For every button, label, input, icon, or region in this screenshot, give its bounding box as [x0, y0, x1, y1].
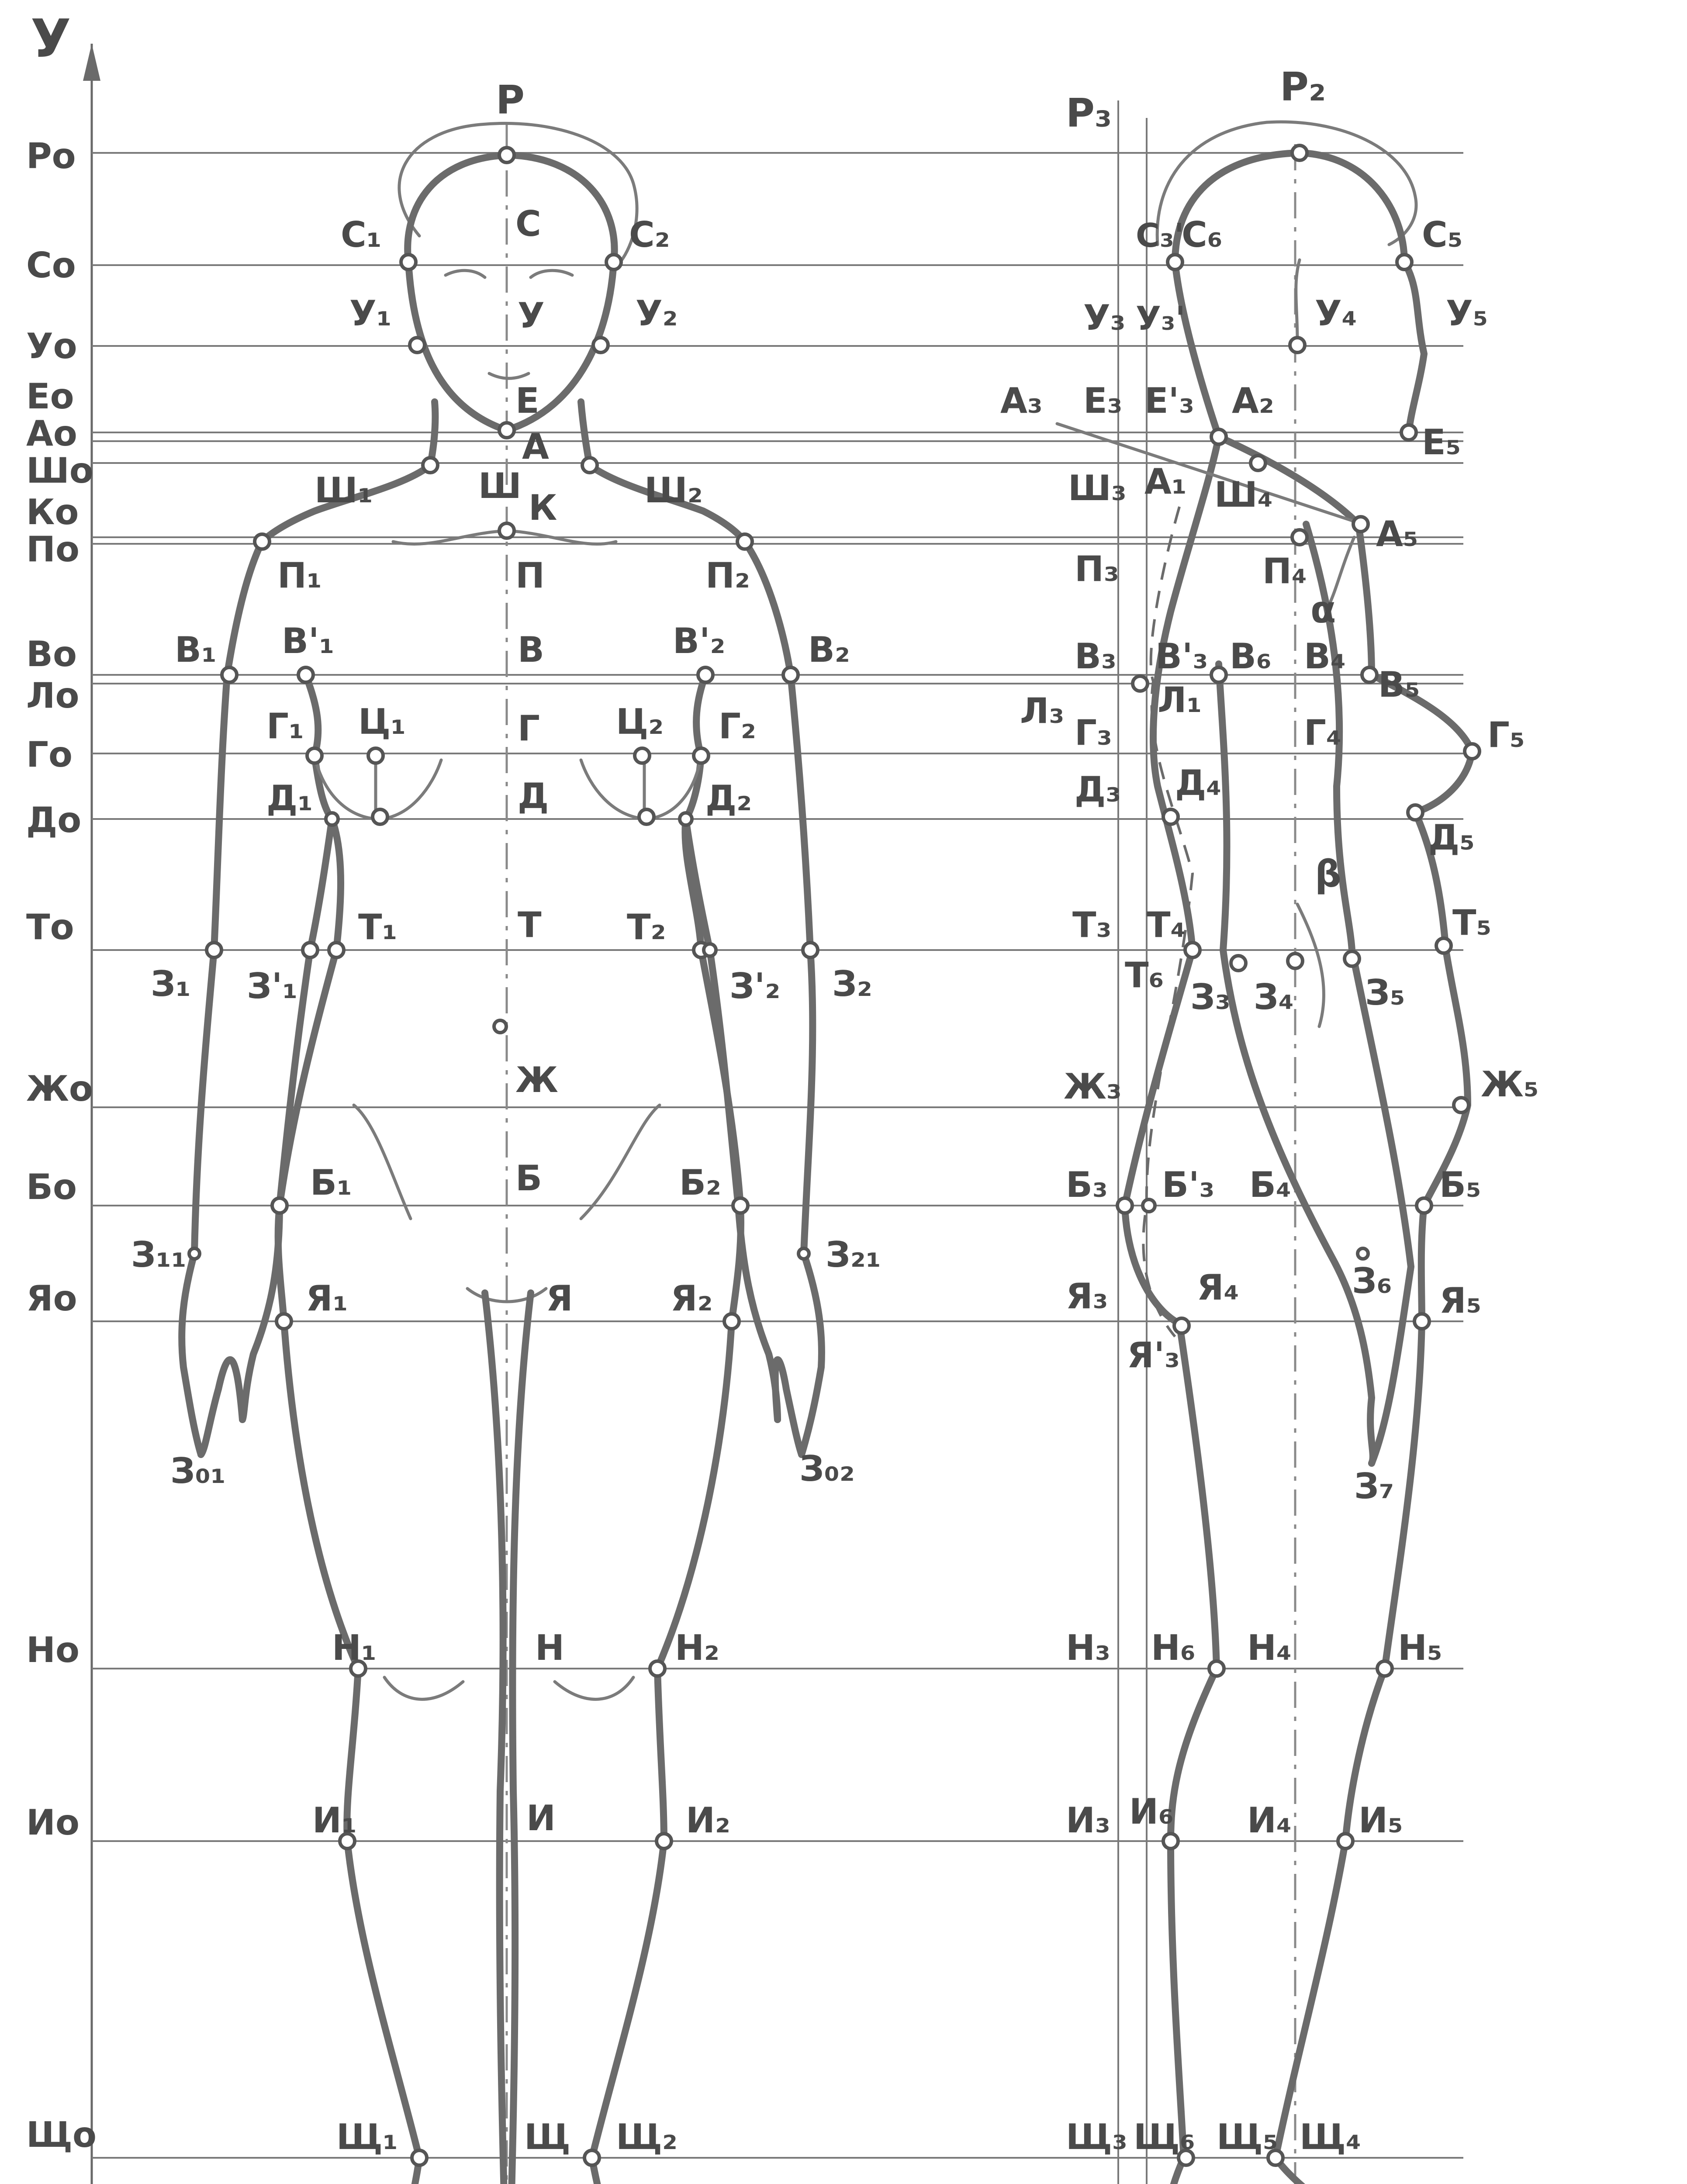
front-left-eye [446, 270, 485, 277]
front-label: Ш₁ [315, 470, 373, 511]
front-label: В'₁ [282, 621, 335, 661]
level-label: Го [26, 734, 73, 775]
side-label: Е₅ [1422, 422, 1461, 463]
front-label: Д₁ [266, 778, 313, 819]
side-label: Д₅ [1428, 817, 1475, 858]
side-label: Щ₃ [1066, 2117, 1128, 2157]
front-point-b2 [733, 1198, 748, 1213]
front-label: Я₁ [306, 1278, 348, 1319]
side-label: А₁ [1144, 461, 1187, 502]
side-label: Щ₆ [1134, 2117, 1196, 2157]
front-point-sh1 [423, 458, 438, 473]
level-label: Во [26, 634, 77, 674]
level-label: Що [26, 2115, 97, 2155]
front-label: Н₁ [332, 1628, 377, 1668]
front-point-n2 [650, 1661, 665, 1676]
front-label: С₁ [341, 214, 382, 255]
level-label: Со [26, 245, 76, 286]
front-point-sch2 [584, 2150, 599, 2165]
side-point-d5 [1408, 805, 1423, 820]
front-label: Я [546, 1278, 573, 1319]
side-label: П₃ [1075, 549, 1119, 589]
front-label: И [526, 1798, 556, 1838]
front-label: Щ [524, 2117, 571, 2157]
front-point-sh2 [582, 458, 597, 473]
front-left-leg-inner [485, 1293, 507, 2184]
front-point-c2 [606, 255, 621, 270]
front-label: Я₂ [671, 1278, 713, 1319]
front-point-c1 [401, 255, 416, 270]
front-label: З₁₁ [131, 1234, 187, 1275]
side-label: У₃ [1083, 297, 1126, 338]
front-label: Т [518, 905, 542, 945]
level-label: Ко [26, 492, 79, 532]
level-label: По [26, 529, 80, 570]
front-point-z2 [803, 943, 818, 957]
front-point-t1 [329, 943, 344, 957]
front-left-torso [278, 819, 341, 1321]
front-point-r [499, 148, 514, 162]
front-point-ya1 [277, 1314, 291, 1329]
front-label: З'₂ [729, 966, 781, 1006]
side-point-u4 [1290, 338, 1305, 352]
side-label: В'₃ [1155, 636, 1208, 677]
side-label: Т₄ [1147, 905, 1186, 945]
front-right-knee [555, 1677, 633, 1699]
side-point-e5 [1401, 425, 1416, 440]
side-point-c5 [1397, 255, 1412, 270]
side-label: Б₅ [1439, 1165, 1482, 1205]
side-label: У₅ [1446, 293, 1488, 334]
front-left-hip-mark [354, 1105, 411, 1219]
side-label: З₇ [1354, 1466, 1394, 1507]
side-point-p4 [1292, 530, 1307, 545]
front-label: Е [515, 380, 539, 421]
front-point-z21 [799, 1248, 809, 1259]
front-point-zh [494, 1020, 506, 1033]
y-axis-arrow-icon [83, 44, 100, 81]
side-point-v5 [1362, 667, 1377, 682]
side-point-z3 [1231, 956, 1246, 971]
front-label: В₂ [808, 629, 850, 670]
side-label: Ж₅ [1481, 1064, 1539, 1105]
front-label: В'₂ [673, 621, 726, 661]
front-right-eye [531, 270, 572, 277]
front-label: У₁ [349, 293, 392, 334]
front-left-knee [384, 1677, 463, 1699]
front-point-z2p [704, 944, 716, 956]
front-point-b1 [272, 1198, 287, 1213]
front-label: У [518, 295, 545, 336]
front-label: Р [496, 77, 525, 123]
front-point-g2 [694, 748, 709, 763]
front-label: Ц₁ [358, 702, 406, 742]
level-label: Ло [26, 675, 80, 716]
side-front-outline [1219, 437, 1472, 2184]
level-label: Яо [26, 1278, 77, 1319]
front-left-hand [201, 1360, 242, 1455]
side-point-t5 [1436, 938, 1451, 953]
side-label: И₄ [1247, 1800, 1292, 1841]
front-label: Н₂ [675, 1628, 719, 1668]
front-label: Б [515, 1158, 542, 1199]
front-label: П [515, 555, 545, 596]
front-point-v1p [298, 667, 313, 682]
front-point-p2 [737, 534, 752, 549]
side-label: У₃' [1136, 299, 1186, 338]
front-point-z1 [207, 943, 221, 957]
front-point-u2 [593, 338, 608, 352]
side-point-a2 [1211, 429, 1226, 444]
level-label: Бо [26, 1167, 77, 1207]
front-label: З₀₁ [170, 1451, 226, 1491]
side-point-z5 [1345, 951, 1359, 966]
side-label: Н₃ [1066, 1628, 1110, 1668]
y-axis-label: У [31, 9, 71, 69]
side-label: Т₆ [1125, 955, 1164, 995]
level-label: То [26, 907, 74, 947]
front-right-hip-mark [581, 1105, 660, 1219]
front-left-leg-outer [284, 1321, 419, 2184]
side-point-b3 [1117, 1198, 1132, 1213]
side-point-g5 [1465, 744, 1480, 759]
front-label: Щ₁ [336, 2117, 398, 2157]
side-label: Н₆ [1151, 1628, 1196, 1668]
front-label: П₂ [705, 555, 750, 596]
front-label: Ш₂ [644, 470, 703, 511]
side-label: А₃ [1000, 380, 1043, 421]
side-label: Е'₃ [1144, 380, 1195, 421]
side-label: А₂ [1232, 380, 1274, 421]
side-head-outline [1175, 153, 1424, 432]
side-label: Д₃ [1075, 769, 1121, 810]
side-label: Ш₃ [1068, 468, 1127, 508]
front-point-v2p [698, 667, 713, 682]
front-label: П₁ [277, 555, 322, 596]
side-label: З₆ [1352, 1261, 1392, 1301]
side-label: Н₅ [1398, 1628, 1442, 1668]
side-label: Р₃ [1066, 90, 1112, 136]
front-right-leg-outer [592, 1321, 732, 2184]
front-label: З₂ [832, 964, 872, 1004]
level-label: Ео [26, 376, 74, 417]
side-label: С₆ [1182, 214, 1223, 255]
front-point-a [499, 423, 514, 438]
level-label: Но [26, 1630, 80, 1670]
front-label: Г₁ [266, 706, 304, 746]
side-point-z6 [1358, 1248, 1368, 1259]
front-head-outline [408, 155, 614, 430]
front-label: И₂ [686, 1800, 730, 1841]
front-label: Т₂ [627, 907, 666, 947]
front-label: З₂₁ [826, 1234, 881, 1275]
front-label: Б₁ [310, 1162, 353, 1203]
level-labels [26, 136, 97, 2184]
side-point-n6 [1209, 1661, 1224, 1676]
side-label: Б'₃ [1162, 1165, 1215, 1205]
side-label: И₃ [1066, 1800, 1110, 1841]
side-point-ya5 [1414, 1314, 1429, 1329]
side-label: Л₁ [1158, 680, 1202, 720]
front-label: Д₂ [705, 778, 752, 819]
side-point-z4 [1288, 954, 1303, 968]
side-label: В₅ [1378, 664, 1421, 705]
front-label: Ш [478, 466, 522, 506]
side-label: В₃ [1075, 636, 1117, 677]
side-point-d4 [1163, 809, 1178, 824]
front-point-d1 [326, 813, 338, 825]
side-label: Я'₃ [1127, 1335, 1180, 1375]
front-point-k [499, 523, 514, 538]
front-point-u1 [410, 338, 425, 352]
side-point-i5 [1338, 1834, 1353, 1849]
side-label: А₅ [1376, 514, 1418, 554]
side-label: Г₅ [1487, 715, 1525, 755]
side-label: Г₄ [1304, 712, 1342, 753]
front-point-i2 [657, 1834, 671, 1849]
side-point-i6 [1163, 1834, 1178, 1849]
front-point-d2 [680, 813, 692, 825]
level-label: Ио [26, 1802, 80, 1843]
front-point-ya2 [724, 1314, 739, 1329]
side-point-zh5 [1454, 1098, 1469, 1113]
front-label: Д [518, 776, 549, 816]
level-label: Ао [26, 413, 77, 454]
side-label: Е₃ [1083, 380, 1123, 421]
axes [31, 9, 1673, 2184]
front-label: Ц₂ [616, 702, 664, 742]
front-point-sch1 [412, 2150, 427, 2165]
side-point-ya4 [1174, 1318, 1189, 1333]
side-point-sh4 [1251, 456, 1265, 470]
front-point-d2b [639, 809, 654, 824]
side-point-a5 [1353, 517, 1368, 532]
front-label: Г₂ [719, 706, 757, 746]
side-label: З₅ [1365, 972, 1405, 1013]
level-label: Уо [26, 326, 77, 366]
level-label: До [26, 800, 82, 840]
front-point-ts1 [368, 748, 383, 763]
side-label: Р₂ [1280, 64, 1326, 110]
level-label: Ро [26, 136, 76, 176]
front-point-z1p [303, 943, 318, 957]
front-label: В₁ [175, 629, 217, 670]
front-point-p1 [255, 534, 270, 549]
side-label: З₄ [1254, 977, 1294, 1017]
side-point-v6 [1211, 667, 1226, 682]
front-right-hand [775, 1360, 802, 1455]
side-label: Д₄ [1175, 763, 1222, 803]
side-point-n5 [1377, 1661, 1392, 1676]
side-label: Н₄ [1247, 1628, 1292, 1668]
front-label: А [522, 426, 549, 467]
side-point-b5 [1417, 1198, 1431, 1213]
side-label: Щ₅ [1217, 2117, 1279, 2157]
side-label: Ш₄ [1214, 474, 1273, 515]
front-label: З₁ [151, 964, 191, 1004]
side-point-t4 [1185, 943, 1200, 957]
side-label: В₄ [1304, 636, 1346, 677]
front-point-d1b [373, 809, 387, 824]
side-label: Щ₄ [1300, 2117, 1362, 2157]
front-label: С₂ [629, 214, 670, 255]
side-label: В₆ [1230, 636, 1272, 677]
front-right-torso [685, 819, 741, 1321]
side-point-r2 [1292, 145, 1307, 160]
side-label: β [1315, 853, 1341, 896]
front-point-g1 [307, 748, 322, 763]
side-label: С₅ [1422, 214, 1463, 255]
side-ear [1296, 260, 1300, 341]
front-label: Н [535, 1628, 564, 1668]
side-label: Я₅ [1439, 1280, 1482, 1321]
side-label: Б₃ [1066, 1165, 1108, 1205]
front-label: К [529, 487, 557, 528]
side-point-b3p [1143, 1199, 1155, 1212]
front-label: Г [518, 708, 540, 749]
front-label: З₀₂ [799, 1448, 855, 1489]
front-label: Т₁ [358, 907, 398, 947]
side-label: Т₅ [1452, 902, 1492, 943]
front-mouth [489, 373, 529, 378]
side-point-c6 [1168, 255, 1182, 270]
level-label: Жо [26, 1068, 93, 1109]
front-right-leg-inner [509, 1293, 531, 2184]
front-label: И₁ [312, 1800, 357, 1841]
level-label: Шо [26, 450, 93, 491]
side-label: Б₄ [1249, 1165, 1292, 1205]
front-point-v2 [783, 667, 798, 682]
front-label: З'₁ [247, 966, 298, 1006]
front-label: В [518, 629, 544, 670]
side-leg-back [1162, 1324, 1217, 2184]
side-label: Я₃ [1066, 1276, 1108, 1317]
side-label: Л₃ [1020, 691, 1065, 731]
side-label: α [1310, 588, 1336, 632]
side-point-l3 [1133, 676, 1148, 691]
front-label: Б₂ [679, 1162, 722, 1203]
side-label: Г₃ [1075, 712, 1113, 753]
side-label: З₃ [1190, 977, 1231, 1017]
front-label: Щ₂ [616, 2117, 678, 2157]
front-point-z11 [189, 1248, 200, 1259]
front-label: Ж [515, 1060, 558, 1100]
front-point-ts2 [635, 748, 650, 763]
front-label: С [515, 204, 541, 244]
side-label: Т₃ [1072, 905, 1112, 945]
side-label: Ж₃ [1064, 1066, 1122, 1107]
side-label: И₅ [1359, 1800, 1403, 1841]
front-label: У₂ [636, 293, 678, 334]
side-label: У₄ [1315, 293, 1357, 334]
side-label: Я₄ [1197, 1267, 1239, 1308]
front-point-v1 [222, 667, 237, 682]
side-label: П₄ [1262, 551, 1307, 591]
side-label: С₃' [1136, 216, 1184, 255]
side-label: И₆ [1129, 1791, 1174, 1832]
